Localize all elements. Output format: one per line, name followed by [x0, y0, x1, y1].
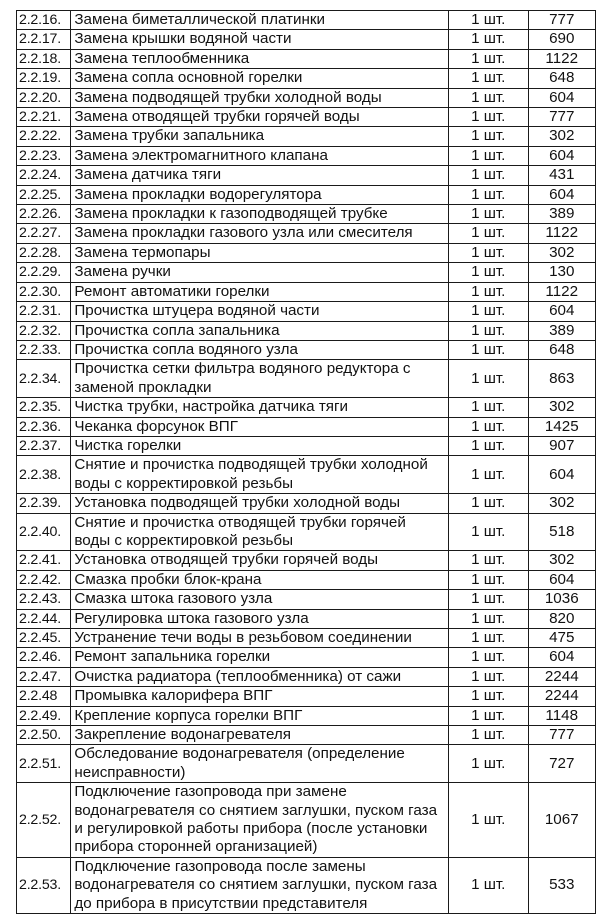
service-name-cell: Очистка радиатора (теплообменника) от сажи [71, 667, 449, 686]
service-name-cell: Промывка калорифера ВПГ [71, 687, 449, 706]
price-cell: 389 [528, 321, 595, 340]
unit-cell: 1 шт. [448, 243, 528, 262]
table-row [17, 609, 596, 628]
price-cell: 863 [528, 360, 595, 398]
item-number-cell: 2.2.28. [17, 243, 71, 262]
unit-cell: 1 шт. [448, 146, 528, 165]
service-name-cell: Крепление корпуса горелки ВПГ [71, 706, 449, 725]
price-cell: 604 [528, 88, 595, 107]
table-row [17, 302, 596, 321]
service-name-cell: Замена прокладки газового узла или смесителя [71, 224, 449, 243]
table-row [17, 417, 596, 436]
item-number-cell: 2.2.32. [17, 321, 71, 340]
item-number-cell: 2.2.45. [17, 629, 71, 648]
item-number-cell: 2.2.46. [17, 648, 71, 667]
table-row [17, 282, 596, 301]
service-name-cell: Замена отводящей трубки горячей воды [71, 108, 449, 127]
table-row [17, 857, 596, 913]
unit-cell: 1 шт. [448, 590, 528, 609]
table-row [17, 494, 596, 513]
price-cell: 648 [528, 69, 595, 88]
price-cell: 2244 [528, 687, 595, 706]
table-row [17, 340, 596, 359]
service-name-cell: Замена термопары [71, 243, 449, 262]
price-cell: 777 [528, 108, 595, 127]
service-name-cell: Прочистка сетки фильтра водяного редуктора с заменой прокладки [71, 360, 449, 398]
table-row [17, 570, 596, 589]
service-name-cell: Ремонт запальника горелки [71, 648, 449, 667]
item-number-cell: 2.2.18. [17, 49, 71, 68]
service-name-cell: Подключение газопровода при замене водонагревателя со снятием заглушки, пуском газа и регулировкой работы прибора (после установки прибора сторонней организацией) [71, 783, 449, 858]
table-row [17, 687, 596, 706]
unit-cell: 1 шт. [448, 398, 528, 417]
table-row [17, 205, 596, 224]
table-row [17, 127, 596, 146]
table-row [17, 69, 596, 88]
unit-cell: 1 шт. [448, 69, 528, 88]
item-number-cell: 2.2.20. [17, 88, 71, 107]
service-name-cell: Замена биметаллической платинки [71, 11, 449, 30]
item-number-cell: 2.2.51. [17, 745, 71, 783]
table-row [17, 360, 596, 398]
service-name-cell: Установка подводящей трубки холодной воды [71, 494, 449, 513]
service-name-cell: Замена сопла основной горелки [71, 69, 449, 88]
service-name-cell: Замена крышки водяной части [71, 30, 449, 49]
service-name-cell: Снятие и прочистка подводящей трубки холодной воды с корректировкой резьбы [71, 456, 449, 494]
item-number-cell: 2.2.23. [17, 146, 71, 165]
table-row [17, 185, 596, 204]
item-number-cell: 2.2.27. [17, 224, 71, 243]
table-row [17, 629, 596, 648]
unit-cell: 1 шт. [448, 30, 528, 49]
item-number-cell: 2.2.29. [17, 263, 71, 282]
item-number-cell: 2.2.30. [17, 282, 71, 301]
table-row [17, 726, 596, 745]
unit-cell: 1 шт. [448, 88, 528, 107]
service-name-cell: Замена электромагнитного клапана [71, 146, 449, 165]
service-name-cell: Устранение течи воды в резьбовом соединении [71, 629, 449, 648]
table-row [17, 590, 596, 609]
price-cell: 604 [528, 570, 595, 589]
table-row [17, 706, 596, 725]
unit-cell: 1 шт. [448, 706, 528, 725]
service-name-cell: Замена трубки запальника [71, 127, 449, 146]
table-row [17, 88, 596, 107]
price-cell: 1425 [528, 417, 595, 436]
price-cell: 130 [528, 263, 595, 282]
price-list-page [16, 10, 596, 914]
unit-cell: 1 шт. [448, 205, 528, 224]
item-number-cell: 2.2.48 [17, 687, 71, 706]
service-name-cell: Ремонт автоматики горелки [71, 282, 449, 301]
unit-cell: 1 шт. [448, 224, 528, 243]
unit-cell: 1 шт. [448, 185, 528, 204]
item-number-cell: 2.2.50. [17, 726, 71, 745]
price-cell: 1122 [528, 49, 595, 68]
service-name-cell: Прочистка сопла водяного узла [71, 340, 449, 359]
item-number-cell: 2.2.47. [17, 667, 71, 686]
table-row [17, 551, 596, 570]
table-row [17, 513, 596, 551]
item-number-cell: 2.2.49. [17, 706, 71, 725]
unit-cell: 1 шт. [448, 282, 528, 301]
item-number-cell: 2.2.53. [17, 857, 71, 913]
service-name-cell: Замена датчика тяги [71, 166, 449, 185]
item-number-cell: 2.2.44. [17, 609, 71, 628]
item-number-cell: 2.2.43. [17, 590, 71, 609]
item-number-cell: 2.2.36. [17, 417, 71, 436]
price-cell: 777 [528, 726, 595, 745]
service-name-cell: Чеканка форсунок ВПГ [71, 417, 449, 436]
item-number-cell: 2.2.39. [17, 494, 71, 513]
price-cell: 475 [528, 629, 595, 648]
table-row [17, 166, 596, 185]
table-row [17, 667, 596, 686]
table-row [17, 146, 596, 165]
unit-cell: 1 шт. [448, 360, 528, 398]
table-row [17, 648, 596, 667]
table-row [17, 30, 596, 49]
unit-cell: 1 шт. [448, 745, 528, 783]
item-number-cell: 2.2.19. [17, 69, 71, 88]
table-row [17, 263, 596, 282]
price-cell: 302 [528, 494, 595, 513]
price-cell: 727 [528, 745, 595, 783]
price-cell: 1122 [528, 282, 595, 301]
table-row [17, 11, 596, 30]
unit-cell: 1 шт. [448, 570, 528, 589]
price-cell: 1036 [528, 590, 595, 609]
item-number-cell: 2.2.22. [17, 127, 71, 146]
unit-cell: 1 шт. [448, 417, 528, 436]
price-cell: 777 [528, 11, 595, 30]
unit-cell: 1 шт. [448, 302, 528, 321]
item-number-cell: 2.2.24. [17, 166, 71, 185]
item-number-cell: 2.2.26. [17, 205, 71, 224]
table-row [17, 783, 596, 858]
unit-cell: 1 шт. [448, 609, 528, 628]
service-name-cell: Смазка штока газового узла [71, 590, 449, 609]
price-cell: 2244 [528, 667, 595, 686]
price-cell: 302 [528, 243, 595, 262]
item-number-cell: 2.2.40. [17, 513, 71, 551]
unit-cell: 1 шт. [448, 321, 528, 340]
item-number-cell: 2.2.42. [17, 570, 71, 589]
item-number-cell: 2.2.21. [17, 108, 71, 127]
unit-cell: 1 шт. [448, 783, 528, 858]
price-cell: 604 [528, 302, 595, 321]
item-number-cell: 2.2.52. [17, 783, 71, 858]
service-name-cell: Установка отводящей трубки горячей воды [71, 551, 449, 570]
unit-cell: 1 шт. [448, 108, 528, 127]
price-cell: 604 [528, 185, 595, 204]
service-name-cell: Замена теплообменника [71, 49, 449, 68]
price-cell: 302 [528, 127, 595, 146]
service-name-cell: Закрепление водонагревателя [71, 726, 449, 745]
unit-cell: 1 шт. [448, 513, 528, 551]
item-number-cell: 2.2.16. [17, 11, 71, 30]
unit-cell: 1 шт. [448, 687, 528, 706]
table-row [17, 436, 596, 455]
item-number-cell: 2.2.33. [17, 340, 71, 359]
service-name-cell: Смазка пробки блок-крана [71, 570, 449, 589]
unit-cell: 1 шт. [448, 166, 528, 185]
service-name-cell: Снятие и прочистка отводящей трубки горячей воды с корректировкой резьбы [71, 513, 449, 551]
unit-cell: 1 шт. [448, 648, 528, 667]
price-cell: 604 [528, 146, 595, 165]
unit-cell: 1 шт. [448, 49, 528, 68]
item-number-cell: 2.2.38. [17, 456, 71, 494]
price-cell: 1067 [528, 783, 595, 858]
table-row [17, 224, 596, 243]
table-row [17, 745, 596, 783]
table-row [17, 398, 596, 417]
price-cell: 1148 [528, 706, 595, 725]
service-name-cell: Замена подводящей трубки холодной воды [71, 88, 449, 107]
price-cell: 820 [528, 609, 595, 628]
price-cell: 533 [528, 857, 595, 913]
unit-cell: 1 шт. [448, 11, 528, 30]
item-number-cell: 2.2.41. [17, 551, 71, 570]
table-row [17, 456, 596, 494]
table-row [17, 243, 596, 262]
price-table [16, 10, 596, 914]
price-cell: 604 [528, 456, 595, 494]
item-number-cell: 2.2.35. [17, 398, 71, 417]
unit-cell: 1 шт. [448, 667, 528, 686]
service-name-cell: Регулировка штока газового узла [71, 609, 449, 628]
price-cell: 690 [528, 30, 595, 49]
price-cell: 648 [528, 340, 595, 359]
price-cell: 907 [528, 436, 595, 455]
unit-cell: 1 шт. [448, 127, 528, 146]
service-name-cell: Чистка трубки, настройка датчика тяги [71, 398, 449, 417]
price-cell: 389 [528, 205, 595, 224]
price-table-body [17, 11, 596, 914]
service-name-cell: Чистка горелки [71, 436, 449, 455]
price-cell: 302 [528, 551, 595, 570]
service-name-cell: Замена прокладки водорегулятора [71, 185, 449, 204]
table-row [17, 321, 596, 340]
service-name-cell: Замена прокладки к газоподводящей трубке [71, 205, 449, 224]
unit-cell: 1 шт. [448, 340, 528, 359]
service-name-cell: Замена ручки [71, 263, 449, 282]
item-number-cell: 2.2.17. [17, 30, 71, 49]
unit-cell: 1 шт. [448, 456, 528, 494]
price-cell: 302 [528, 398, 595, 417]
item-number-cell: 2.2.34. [17, 360, 71, 398]
item-number-cell: 2.2.31. [17, 302, 71, 321]
unit-cell: 1 шт. [448, 263, 528, 282]
price-cell: 604 [528, 648, 595, 667]
unit-cell: 1 шт. [448, 857, 528, 913]
service-name-cell: Подключение газопровода после замены водонагревателя со снятием заглушки, пуском газа до прибора в присутствии представителя [71, 857, 449, 913]
unit-cell: 1 шт. [448, 726, 528, 745]
price-cell: 431 [528, 166, 595, 185]
price-cell: 1122 [528, 224, 595, 243]
service-name-cell: Прочистка штуцера водяной части [71, 302, 449, 321]
item-number-cell: 2.2.37. [17, 436, 71, 455]
price-cell: 518 [528, 513, 595, 551]
unit-cell: 1 шт. [448, 551, 528, 570]
table-row [17, 108, 596, 127]
item-number-cell: 2.2.25. [17, 185, 71, 204]
service-name-cell: Обследование водонагревателя (определение неисправности) [71, 745, 449, 783]
table-row [17, 49, 596, 68]
unit-cell: 1 шт. [448, 629, 528, 648]
unit-cell: 1 шт. [448, 494, 528, 513]
service-name-cell: Прочистка сопла запальника [71, 321, 449, 340]
unit-cell: 1 шт. [448, 436, 528, 455]
